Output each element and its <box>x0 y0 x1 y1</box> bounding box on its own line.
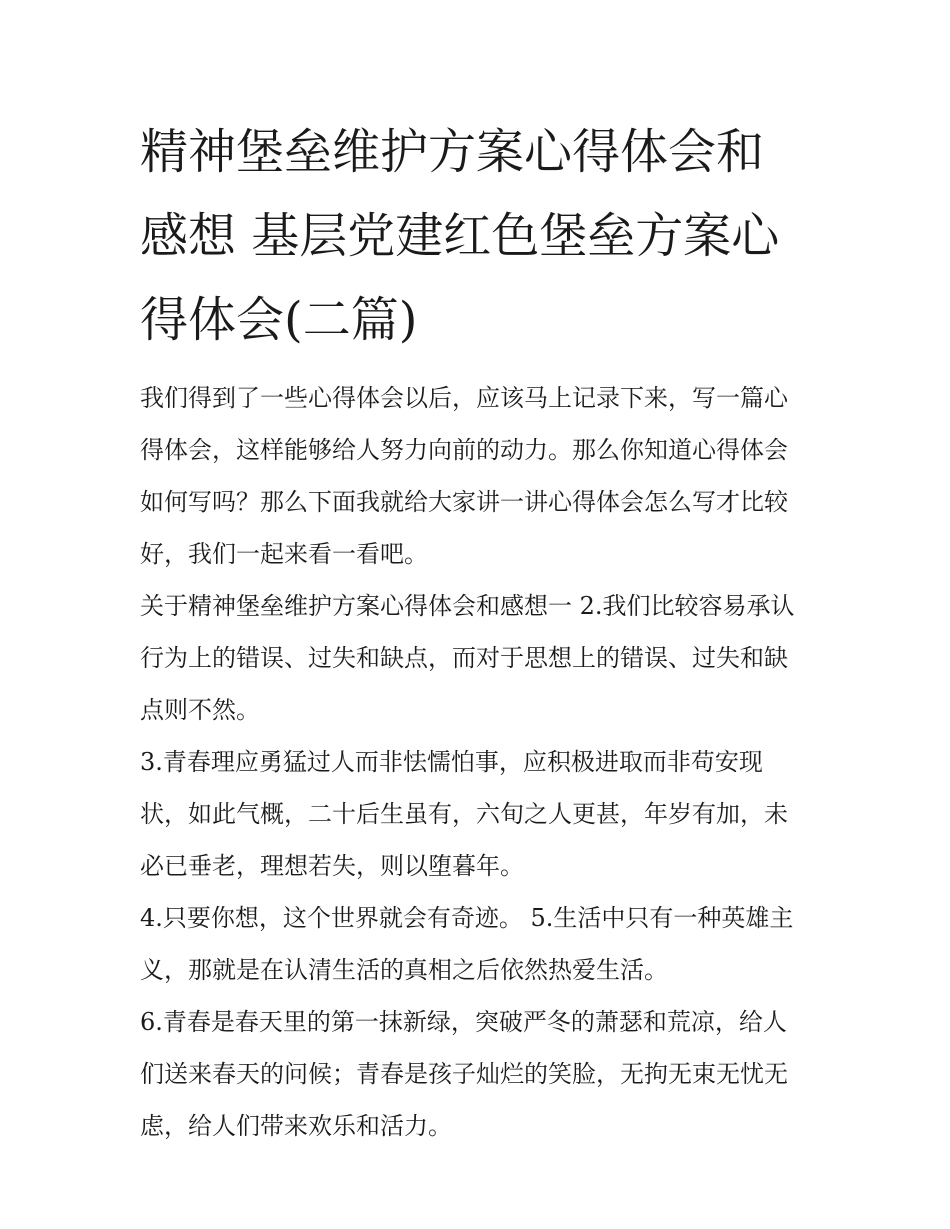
title-line: 得体会(二篇) <box>140 292 418 348</box>
text-line: 我们得到了一些心得体会以后，应该马上记录下来，写一篇心 <box>140 384 788 412</box>
text-line: 3.青春理应勇猛过人而非怯懦怕事，应积极进取而非苟安现 <box>140 748 763 776</box>
paragraph-4 <box>140 996 815 1152</box>
text-line: 们送来春天的问候；青春是孩子灿烂的笑脸，无拘无束无忧无 <box>140 1060 788 1088</box>
text-line: 如何写吗？那么下面我就给大家讲一讲心得体会怎么写才比较 <box>140 488 788 516</box>
title-line: 感想 基层党建红色堡垒方案心 <box>140 208 780 264</box>
paragraph-1 <box>140 580 815 736</box>
text-line: 得体会，这样能够给人努力向前的动力。那么你知道心得体会 <box>140 436 788 464</box>
text-line: 6.青春是春天里的第一抹新绿，突破严冬的萧瑟和荒凉，给人 <box>140 1008 787 1036</box>
document-page <box>140 110 815 1152</box>
title-line: 精神堡垒维护方案心得体会和 <box>140 124 765 180</box>
text-line: 好，我们一起来看一看吧。 <box>140 540 428 568</box>
paragraph-2 <box>140 736 815 892</box>
text-line: 关于精神堡垒维护方案心得体会和感想一 2.我们比较容易承认 <box>140 592 795 620</box>
text-line: 必已垂老，理想若失，则以堕暮年。 <box>140 852 524 880</box>
text-line: 4.只要你想，这个世界就会有奇迹。 5.生活中只有一种英雄主 <box>140 904 794 932</box>
text-line: 点则不然。 <box>140 696 260 724</box>
paragraph-3 <box>140 892 815 996</box>
paragraph-intro <box>140 372 815 580</box>
text-line: 义，那就是在认清生活的真相之后依然热爱生活。 <box>140 956 668 984</box>
text-line: 行为上的错误、过失和缺点，而对于思想上的错误、过失和缺 <box>140 644 788 672</box>
text-line: 虑，给人们带来欢乐和活力。 <box>140 1112 452 1140</box>
document-title <box>140 110 815 362</box>
text-line: 状，如此气概，二十后生虽有，六旬之人更甚，年岁有加，未 <box>140 800 788 828</box>
